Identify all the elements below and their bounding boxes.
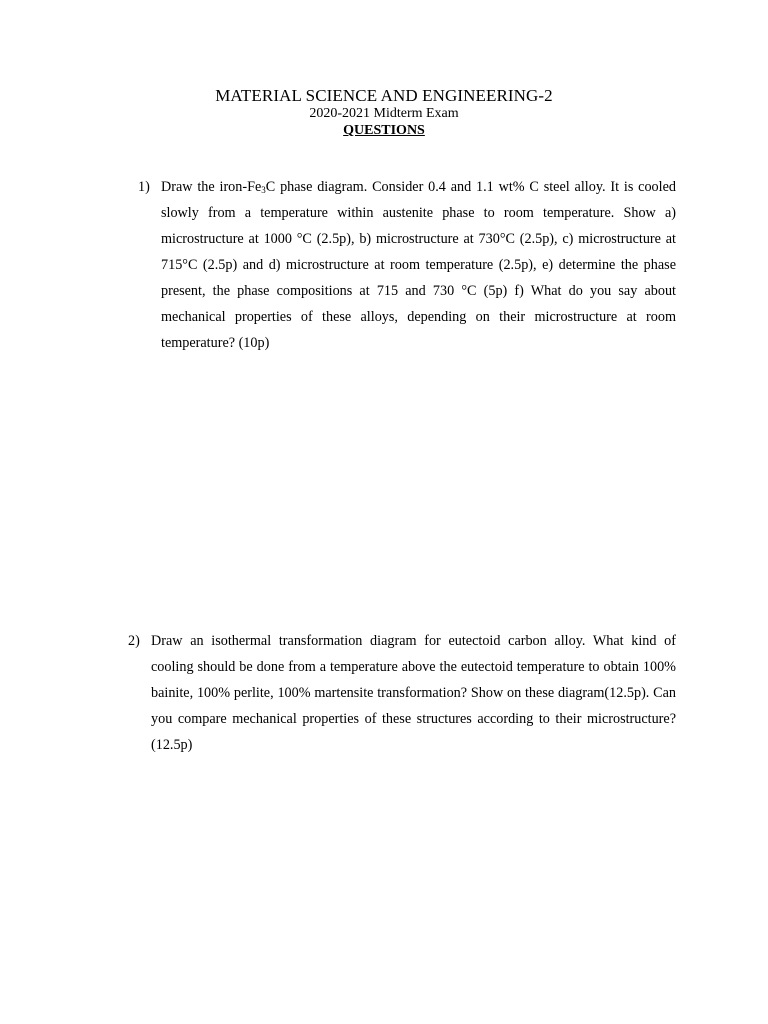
question-1-text-start: Draw the iron-Fe: [161, 179, 262, 195]
course-title: MATERIAL SCIENCE AND ENGINEERING-2: [215, 86, 553, 105]
question-1-text: [161, 174, 676, 356]
question-1-subscript: 3: [261, 185, 266, 195]
question-1-text-rest: C phase diagram. Consider 0.4 and 1.1 wt% C steel alloy. It is cooled slowly from a temperature within austenite phase to room temperature. Show a) microstructure at 1000 °C (2.5p), b) microstructure at 730°C (2.5p), c) microstructure at 715°C (2.5p) and d) microstructure at room temperature (2.5p), e) determine the phase present, the phase compositions at 715 and 730 °C (5p) f) What do you say about mechanical properties of these alloys, depending on their microstructure at room temperature? (10p): [161, 179, 676, 351]
question-2-text: Draw an isothermal transformation diagram for eutectoid carbon alloy. What kind of cooling should be done from a temperature above the eutectoid temperature to obtain 100% bainite, 100% perlite, 100% martensite transformation? Show on these diagram(12.5p). Can you compare mechanical properties of these structures according to their microstructure?(12.5p): [151, 633, 676, 753]
question-2-number: 2): [128, 633, 140, 649]
questions-heading: QUESTIONS: [343, 123, 425, 138]
exam-subtitle: 2020-2021 Midterm Exam: [309, 106, 459, 121]
question-1-number: 1): [138, 179, 150, 195]
exam-header: [0, 86, 768, 139]
